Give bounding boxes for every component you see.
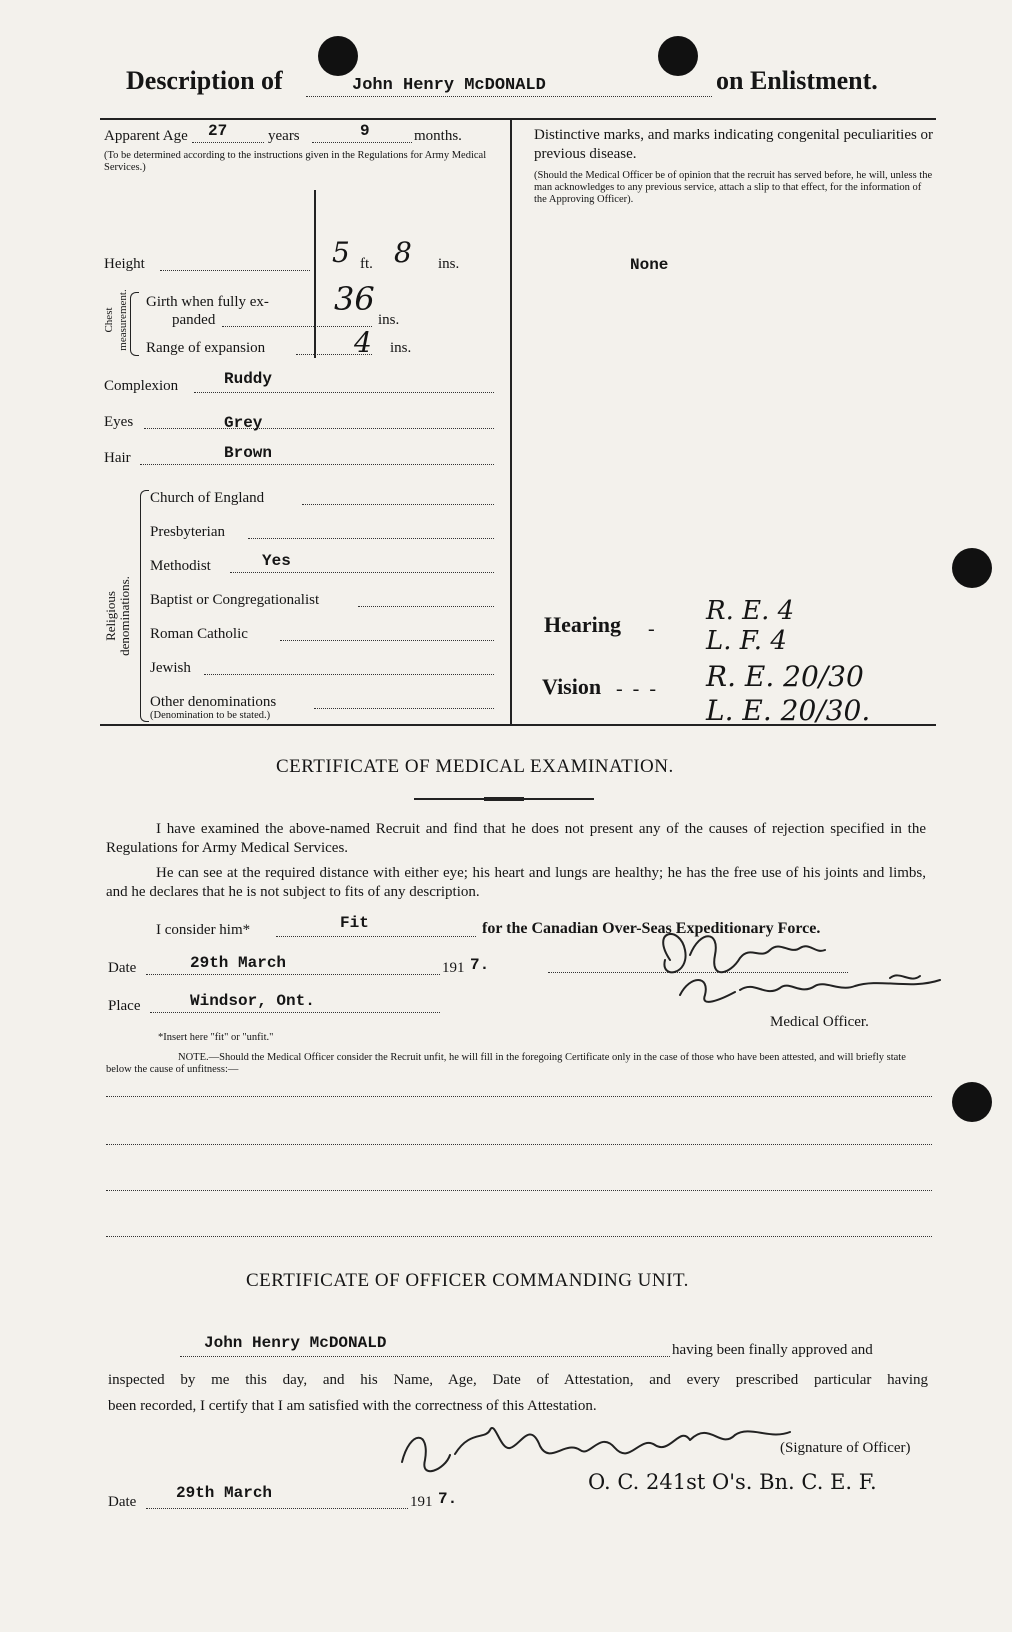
place-value: Windsor, Ont. [190, 992, 315, 1010]
medical-para1: I have examined the above-named Recruit and find that he does not present any of the causes of rejection specified in the Regulations for Army Medical Services. [106, 821, 926, 856]
force-text: for the Canadian Over-Seas Expeditionary Force. [482, 920, 821, 937]
marks-note: (Should the Medical Officer be of opinion that the recruit has served before, he will, unless the man acknowledges to any previous service, attach a slip to that effect, for the information of the Approving Officer). [534, 170, 933, 205]
header-dots [306, 96, 712, 97]
age-label: Apparent Age [104, 128, 188, 144]
height-label: Height [104, 256, 145, 272]
top-rule [100, 118, 936, 120]
vision-label: Vision [542, 674, 602, 699]
commanding-date-label: Date [108, 1494, 137, 1510]
consider-value: Fit [340, 914, 369, 932]
vision-r: R. E. 20/30 [706, 660, 864, 693]
punch-hole-right-lower [952, 1082, 992, 1122]
medical-year-prefix: 191 [442, 960, 465, 976]
unfit-note: NOTE.—Should the Medical Officer consider the Recruit unfit, he will fill in the foregoing Certificate only in the case of those who have been attested, and will briefly state below the cause of unfitness:— [106, 1052, 906, 1075]
hearing-r: R. E. 4 [706, 596, 795, 626]
commanding-sig-label: (Signature of Officer) [780, 1440, 911, 1456]
header-suffix: on Enlistment. [716, 66, 878, 95]
header-name: John Henry McDONALD [352, 76, 546, 95]
age-note: (To be determined according to the instructions given in the Regulations for Army Medical Services.) [104, 150, 487, 173]
medical-officer-label: Medical Officer. [770, 1014, 869, 1030]
religion-dots-3 [358, 606, 494, 607]
height-dots [160, 270, 310, 271]
range-unit: ins. [390, 340, 412, 356]
middle-divider [510, 118, 512, 724]
unfit-line-1 [106, 1096, 932, 1097]
religion-label-6: Other denominations [150, 694, 277, 710]
medical-date-dots [146, 974, 440, 975]
age-months: 9 [360, 122, 370, 140]
ft-label: ft. [360, 256, 373, 272]
commanding-title: CERTIFICATE OF OFFICER COMMANDING UNIT. [246, 1270, 689, 1291]
religion-dots-5 [204, 674, 494, 675]
commanding-unit: O. C. 241st O's. Bn. C. E. F. [588, 1470, 877, 1494]
religion-label-1: Presbyterian [150, 524, 225, 540]
age-years: 27 [208, 122, 228, 140]
hearing-label: Hearing [544, 612, 621, 637]
ins-label: ins. [438, 256, 460, 272]
unfit-line-4 [106, 1236, 932, 1237]
religion-dots-2 [230, 572, 494, 573]
header-prefix: Description of [126, 66, 283, 95]
marks-heading: Distinctive marks, and marks indicating congenital peculiarities or previous disease. [534, 127, 934, 162]
complexion-dots [194, 392, 494, 393]
religion-dots-6 [314, 708, 494, 709]
range-label: Range of expansion [146, 340, 266, 356]
girth-label-1: Girth when fully ex- [146, 294, 269, 310]
punch-hole-top-left [318, 36, 358, 76]
chest-side-label: Chest measurement. [103, 289, 129, 351]
eyes-label: Eyes [104, 414, 134, 430]
commanding-year-digit: 7. [438, 1490, 458, 1508]
girth-unit: ins. [378, 312, 400, 328]
commanding-year-prefix: 191 [410, 1494, 433, 1510]
girth-dots [222, 326, 372, 327]
age-dots [192, 142, 264, 143]
vision-l: L. E. 20/30. [706, 694, 871, 727]
religion-dots-0 [302, 504, 494, 505]
range-value: 4 [354, 326, 372, 359]
commanding-name-dots [180, 1356, 670, 1357]
commanding-line1: having been finally approved and [672, 1342, 873, 1358]
consider-label: I consider him* [156, 922, 251, 938]
marks-value: None [630, 256, 669, 274]
complexion-label: Complexion [104, 378, 179, 394]
hearing-dash: - [648, 618, 655, 640]
medical-title: CERTIFICATE OF MEDICAL EXAMINATION. [276, 756, 674, 777]
medical-para2: He can see at the required distance with either eye; his heart and lungs are healthy; he has the free use of his joints and limbs, and he declares that he is not subject to fits of any description. [106, 865, 926, 900]
eyes-dots [144, 428, 494, 429]
religion-label-4: Roman Catholic [150, 626, 248, 642]
months-dots [312, 142, 412, 143]
commanding-line2: inspected by me this day, and his Name, Age, Date of Attestation, and every prescribed particular having [108, 1372, 928, 1388]
height-box-divider [314, 190, 316, 358]
unfit-line-2 [106, 1144, 932, 1145]
insert-note: *Insert here "fit" or "unfit." [158, 1032, 274, 1043]
medical-date-value: 29th March [190, 954, 287, 972]
medical-year-digit: 7. [470, 956, 490, 974]
religion-label-2: Methodist [150, 558, 211, 574]
girth-label-2: panded [172, 312, 216, 328]
commanding-date-value: 29th March [176, 1484, 273, 1502]
religion-label-5: Jewish [150, 660, 191, 676]
religion-label-0: Church of England [150, 490, 265, 506]
hair-label: Hair [104, 450, 131, 466]
commanding-line3: been recorded, I certify that I am satisfied with the correctness of this Attestation. [108, 1398, 597, 1414]
religion-label-3: Baptist or Congregationalist [150, 592, 320, 608]
religion-side-label: Religious denominations. [103, 576, 132, 656]
unfit-line-3 [106, 1190, 932, 1191]
height-ft: 5 [332, 236, 350, 269]
vision-dashes: - - - [616, 678, 656, 700]
height-in: 8 [394, 236, 412, 269]
commanding-date-dots [146, 1508, 408, 1509]
eyes-value: Grey [224, 414, 263, 432]
religion-brace [140, 490, 149, 722]
place-dots [150, 1012, 440, 1013]
chest-brace [130, 292, 139, 356]
medical-officer-signature [640, 920, 980, 1010]
medical-title-rule-bold [484, 797, 524, 801]
medical-date-label: Date [108, 960, 137, 976]
hair-dots [140, 464, 494, 465]
years-label: years [268, 128, 300, 144]
punch-hole-top-right [658, 36, 698, 76]
punch-hole-right-upper [952, 548, 992, 588]
hearing-l: L. F. 4 [706, 626, 787, 656]
consider-dots [276, 936, 476, 937]
complexion-value: Ruddy [224, 370, 273, 388]
girth-value: 36 [334, 280, 375, 318]
place-label: Place [108, 998, 141, 1014]
religion-dots-4 [280, 640, 494, 641]
commanding-name: John Henry McDONALD [204, 1334, 387, 1352]
religion-value-2: Yes [262, 552, 291, 570]
other-note: (Denomination to be stated.) [150, 710, 271, 721]
religion-dots-1 [248, 538, 494, 539]
months-label: months. [414, 128, 462, 144]
hair-value: Brown [224, 444, 273, 462]
